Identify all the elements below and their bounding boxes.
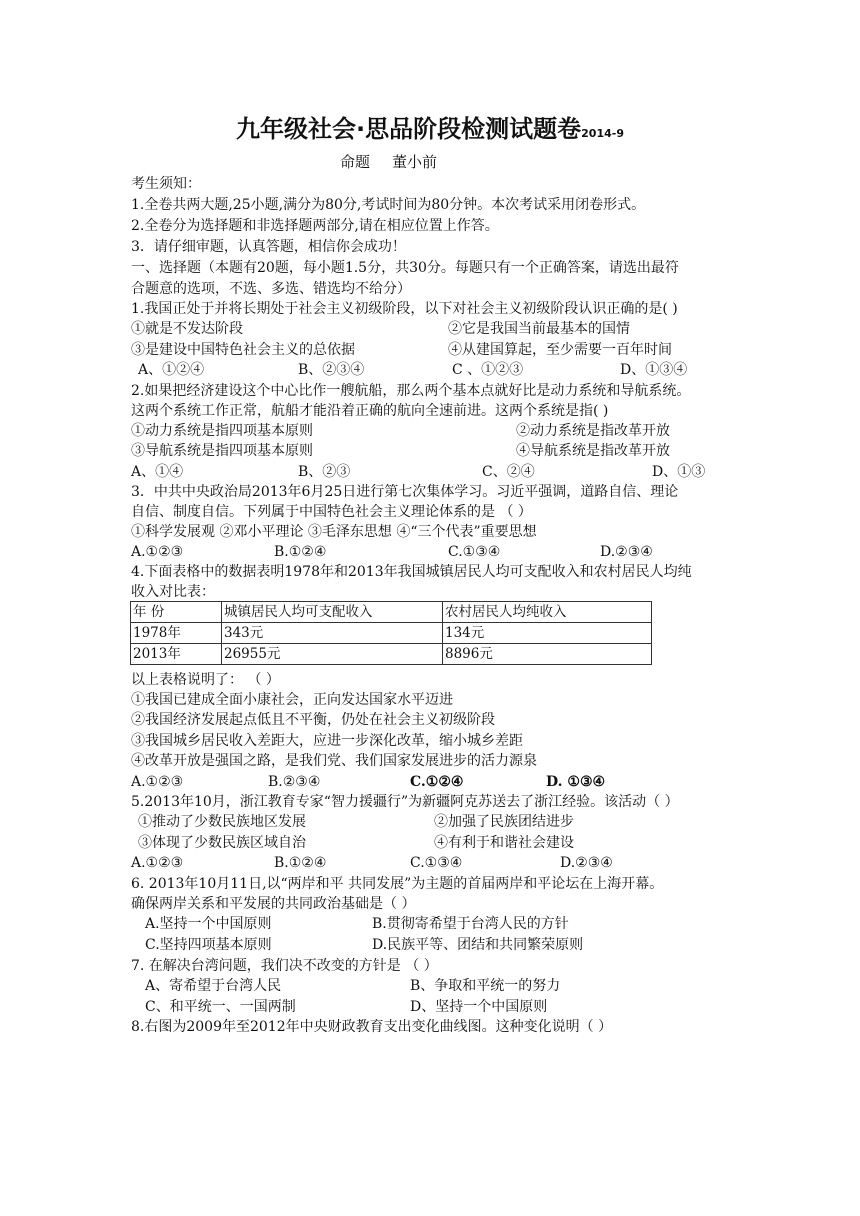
q6-stem-2: 确保两岸关系和平发展的共同政治基础是（ ） — [131, 896, 416, 912]
q2-option-2: ②动力系统是指改革开放 — [516, 423, 670, 439]
title-date: 2014-9 — [581, 127, 624, 140]
q2-choice-d: D、①③ — [652, 464, 706, 480]
author-label: 命题 — [340, 153, 371, 171]
table-header-cell: 农村居民人均纯收入 — [443, 602, 652, 623]
q2-choice-a: A、①④ — [131, 464, 184, 480]
q7-choice-d: D、坚持一个中国原则 — [410, 999, 548, 1015]
q3-choice-d: D.②③④ — [600, 544, 653, 560]
table-cell: 343元 — [222, 623, 443, 644]
q4-option-1: ①我国已建成全面小康社会，正向发达国家水平迈进 — [131, 692, 453, 708]
q5-choice-a: A.①②③ — [131, 855, 184, 871]
q4-after-table: 以上表格说明了： （ ） — [131, 672, 280, 688]
author-line — [340, 151, 437, 172]
q1-choice-c: C 、①②③ — [452, 362, 524, 378]
q5-option-4: ④有利于和谐社会建设 — [434, 835, 574, 851]
notice-item-2: 2.全卷分为选择题和非选择题两部分,请在相应位置上作答。 — [131, 218, 499, 234]
q6-choice-c: C.坚持四项基本原则 — [145, 937, 272, 953]
q5-choice-b: B.①②④ — [274, 855, 327, 871]
notice-heading: 考生须知： — [131, 176, 201, 192]
table-cell: 8896元 — [443, 644, 652, 665]
page-title — [0, 113, 860, 150]
q2-choice-c: C、②④ — [482, 464, 535, 480]
section-heading-line-2: 合题意的选项，不选、多选、错选均不给分） — [131, 281, 411, 297]
q6-choice-d: D.民族平等、团结和共同繁荣原则 — [372, 937, 584, 953]
q5-option-1: ①推动了少数民族地区发展 — [138, 814, 306, 830]
q1-option-3: ③是建设中国特色社会主义的总依据 — [131, 342, 355, 358]
q2-stem-2: 这两个系统工作正常，航船才能沿着正确的航向全速前进。这两个系统是指( ) — [131, 403, 609, 419]
q8-stem: 8.右图为2009年至2012年中央财政教育支出变化曲线图。这种变化说明（ ） — [131, 1019, 613, 1035]
table-cell: 26955元 — [222, 644, 443, 665]
q7-choice-b: B、争取和平统一的努力 — [410, 978, 561, 994]
q3-choice-c: C.①③④ — [448, 544, 501, 560]
notice-item-3: 3．请仔细审题，认真答题，相信你会成功！ — [131, 239, 406, 255]
q2-option-3: ③导航系统是指四项基本原则 — [131, 443, 313, 459]
table-cell: 1978年 — [131, 623, 222, 644]
q1-option-2: ②它是我国当前最基本的国情 — [448, 321, 630, 337]
table-header-row — [131, 602, 652, 623]
q7-choice-c: C、和平统一、一国两制 — [145, 999, 296, 1015]
author-name: 董小前 — [392, 153, 438, 171]
q5-choice-d: D.②③④ — [560, 855, 613, 871]
q4-stem-1: 4.下面表格中的数据表明1978年和2013年我国城镇居民人均可支配收入和农村居民人均纯 — [131, 564, 692, 580]
q3-stem-2: 自信、制度自信。下列属于中国特色社会主义理论体系的是 （ ） — [131, 504, 532, 520]
table-row — [131, 623, 652, 644]
q6-stem-1: 6. 2013年10月11日,以“两岸和平 共同发展”为主题的首届两岸和平论坛在上海开幕。 — [131, 876, 664, 892]
q4-option-4: ④改革开放是强国之路，是我们党、我们国家发展进步的活力源泉 — [131, 753, 537, 769]
q5-stem: 5.2013年10月，浙江教育专家“智力援疆行”为新疆阿克苏送去了浙江经验。该活动（ ） — [131, 794, 679, 810]
q4-stem-2: 收入对比表： — [131, 584, 215, 600]
q1-stem: 1.我国正处于并将长期处于社会主义初级阶段，以下对社会主义初级阶段认识正确的是( ) — [131, 301, 678, 317]
q5-option-3: ③体现了少数民族区域自治 — [138, 835, 306, 851]
q2-option-4: ④导航系统是指改革开放 — [516, 443, 670, 459]
q7-choice-a: A、寄希望于台湾人民 — [145, 978, 282, 994]
q4-choice-b: B.②③④ — [268, 774, 321, 790]
q5-choice-c: C.①③④ — [410, 855, 463, 871]
notice-item-1: 1.全卷共两大题,25小题,满分为80分,考试时间为80分钟。本次考试采用闭卷形式。 — [131, 197, 646, 213]
q4-choice-c: C.①②④ — [410, 774, 464, 790]
q2-stem-1: 2.如果把经济建设这个中心比作一艘航船，那么两个基本点就好比是动力系统和导航系统。 — [131, 383, 691, 399]
table-cell: 134元 — [443, 623, 652, 644]
income-table — [130, 601, 652, 665]
q1-option-1: ①就是不发达阶段 — [131, 321, 243, 337]
table-cell: 2013年 — [131, 644, 222, 665]
q1-choice-b: B、②③④ — [298, 362, 365, 378]
q4-choice-a: A.①②③ — [131, 774, 184, 790]
q3-stem-1: 3．中共中央政治局2013年6月25日进行第七次集体学习。习近平强调，道路自信、理论 — [131, 484, 679, 500]
q4-choice-d: D. ①③④ — [546, 774, 606, 790]
q3-options: ①科学发展观 ②邓小平理论 ③毛泽东思想 ④“三个代表”重要思想 — [131, 524, 537, 540]
section-heading-line-1: 一、选择题（本题有20题，每小题1.5分，共30分。每题只有一个正确答案，请选出最符 — [131, 260, 679, 276]
table-header-cell: 年 份 — [131, 602, 222, 623]
q6-choice-b: B.贯彻寄希望于台湾人民的方针 — [372, 916, 569, 932]
q2-option-1: ①动力系统是指四项基本原则 — [131, 423, 313, 439]
q1-choice-d: D、①③④ — [620, 362, 688, 378]
table-header-cell: 城镇居民人均可支配收入 — [222, 602, 443, 623]
q7-stem: 7. 在解决台湾问题，我们决不改变的方针是 （ ） — [131, 958, 438, 974]
q5-option-2: ②加强了民族团结进步 — [434, 814, 574, 830]
q3-choice-a: A.①②③ — [131, 544, 184, 560]
q3-choice-b: B.①②④ — [274, 544, 327, 560]
q1-option-4: ④从建国算起，至少需要一百年时间 — [448, 342, 672, 358]
table-row — [131, 644, 652, 665]
q2-choice-b: B、②③ — [298, 464, 351, 480]
q6-choice-a: A.坚持一个中国原则 — [145, 916, 272, 932]
q4-option-2: ②我国经济发展起点低且不平衡，仍处在社会主义初级阶段 — [131, 712, 495, 728]
q1-choice-a: A、①②④ — [138, 362, 205, 378]
title-text: 九年级社会·思品阶段检测试题卷 — [236, 115, 582, 143]
q4-option-3: ③我国城乡居民收入差距大，应进一步深化改革，缩小城乡差距 — [131, 733, 523, 749]
